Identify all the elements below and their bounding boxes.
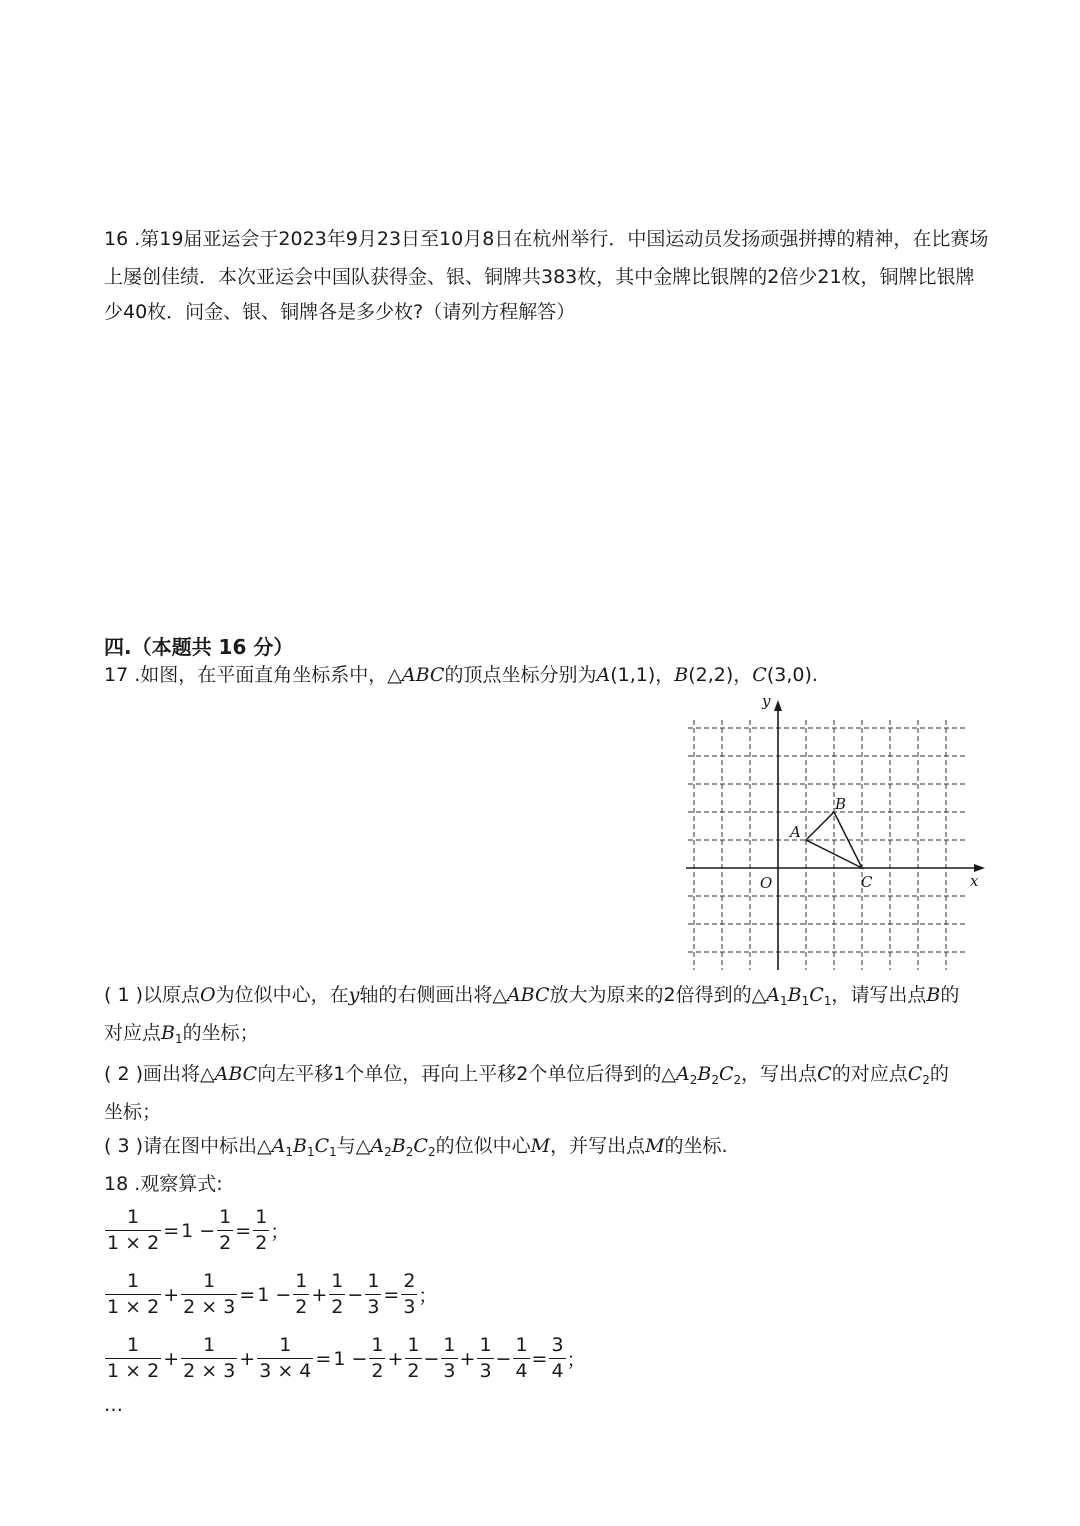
grid-lines [688,720,965,970]
q18-expression-2: $\frac{1}{1 \times 2}$ + $\frac{1}{2 \times 3}$ = 1 − $\frac{1}{2}$ + $\frac{1}{2}$ − $\frac{1}{3}$ = $\frac{2}{3}$ ； [107,1270,438,1318]
fraction: $\frac{1}{2}$ [219,1206,232,1254]
q16-line-3: 少40枚．问金、银、铜牌各是多少枚?（请列方程解答） [104,301,576,323]
fraction: $\frac{1}{1 \times 2}$ [107,1206,160,1254]
q18-expression-1: $\frac{1}{1 \times 2}$ = 1 − $\frac{1}{2}$ = $\frac{1}{2}$ ； [107,1206,290,1254]
q17-part1-line2: 对应点$B_1$的坐标； [104,1022,259,1046]
fraction: $\frac{1}{2}$ [407,1334,420,1382]
q17-part2-line1: ( 2 )画出将△ABC向左平移1个单位，再向上平移2个单位后得到的$\triangle A_2B_2C_2$，写出点C的对应点$C_2$的 [104,1063,949,1087]
q18-expression-3: $\frac{1}{1 \times 2}$ + $\frac{1}{2 \times 3}$ + $\frac{1}{3 \times 4}$ = 1 − $\frac{1}{2}$ + $\frac{1}{2}$ − $\frac{1}{3}$ + $\frac{1}{3}$ − $\frac{1}{4}$ = $\frac{3}{4}$ ； [107,1334,586,1382]
section-heading: 四.（本题共 16 分） [104,635,294,659]
fraction: $\frac{1}{1 \times 2}$ [107,1270,160,1318]
q18-title: 18 .观察算式: [104,1173,223,1195]
point-c-label: C [861,873,873,891]
q16-line-2: 上屡创佳绩．本次亚运会中国队获得金、银、铜牌共383枚，其中金牌比银牌的2倍少21枚，铜牌比银牌 [104,266,975,288]
q16-line-1: 16 .第19届亚运会于2023年9月23日至10月8日在杭州举行．中国运动员发扬顽强拼搏的精神，在比赛场 [104,228,989,250]
fraction: $\frac{1}{1 \times 2}$ [107,1334,160,1382]
fraction: $\frac{3}{4}$ [551,1334,564,1382]
q17-part3: ( 3 )请在图中标出$\triangle A_1B_1C_1$与$\triangle A_2B_2C_2$的位似中心M，并写出点M的坐标. [104,1135,728,1159]
q17-intro: 17 .如图，在平面直角坐标系中，△ABC的顶点坐标分别为A(1,1)，B(2,2)，C(3,0). [104,664,818,686]
x-axis-label: x [970,872,979,890]
fraction: $\frac{1}{3}$ [479,1334,492,1382]
y-axis-label: y [762,692,771,710]
fraction: $\frac{1}{2}$ [295,1270,308,1318]
fraction: $\frac{1}{2 \times 3}$ [183,1270,236,1318]
origin-label: O [760,874,773,892]
fraction: $\frac{1}{3}$ [367,1270,380,1318]
point-b-label: B [835,795,847,813]
fraction: $\frac{1}{3}$ [443,1334,456,1382]
fraction: $\frac{1}{3 \times 4}$ [259,1334,312,1382]
coordinate-grid-figure [680,690,990,975]
fraction: $\frac{1}{2}$ [331,1270,344,1318]
fraction: $\frac{1}{2}$ [371,1334,384,1382]
q18-ellipsis: … [104,1394,123,1416]
axes [686,700,985,970]
fraction: $\frac{1}{2 \times 3}$ [183,1334,236,1382]
fraction: $\frac{2}{3}$ [403,1270,416,1318]
point-a-label: A [790,823,801,841]
fraction: $\frac{1}{2}$ [255,1206,268,1254]
q17-part1-line1: ( 1 )以原点O为位似中心，在y轴的右侧画出将△ABC放大为原来的2倍得到的$\triangle A_1B_1C_1$，请写出点B的 [104,984,960,1008]
q17-part2-line2: 坐标； [104,1101,162,1123]
fraction: $\frac{1}{4}$ [515,1334,528,1382]
